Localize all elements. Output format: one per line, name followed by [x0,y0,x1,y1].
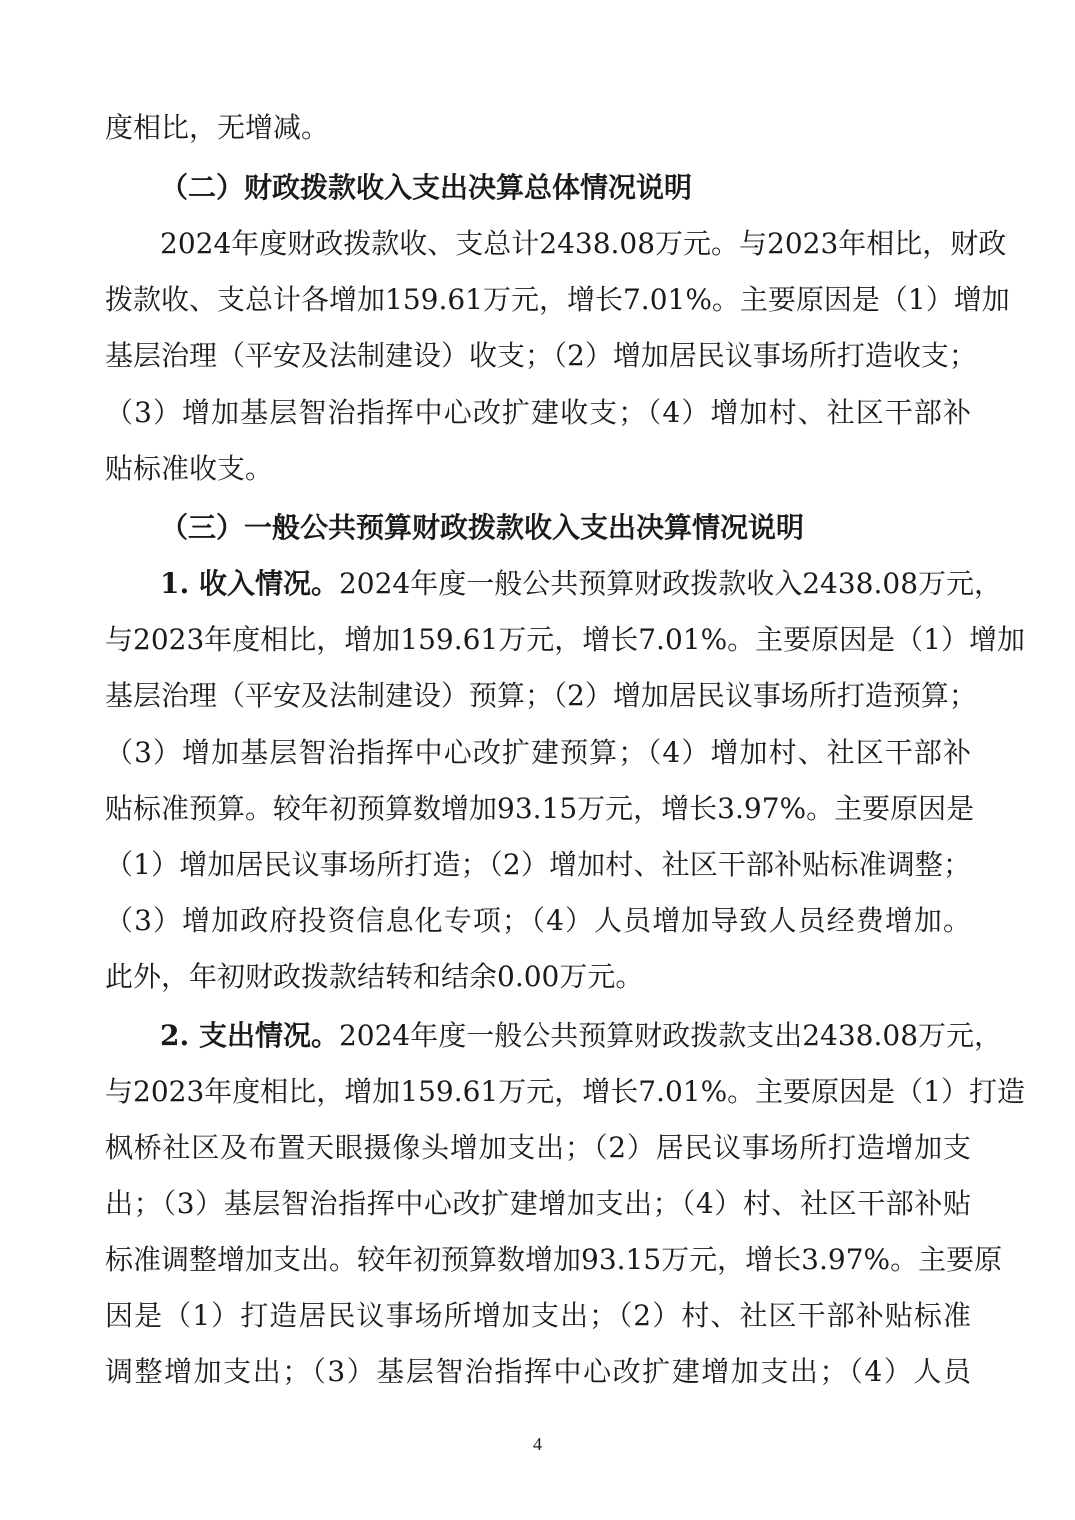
text-line: 与2023年度相比，增加159.61万元，增长7.01%。主要原因是（1）打造 [105,1075,1025,1108]
text-line: 与2023年度相比，增加159.61万元，增长7.01%。主要原因是（1）增加 [105,623,1025,656]
expense-heading: 2. 支出情况。 [160,1019,339,1052]
page-number: 4 [533,1434,542,1454]
text-line: （1）增加居民议事场所打造；（2）增加村、社区干部补贴标准调整； [105,848,971,881]
section-heading-3: （三）一般公共预算财政拨款收入支出决算情况说明 [160,511,805,544]
text-line: 枫桥社区及布置天眼摄像头增加支出；（2）居民议事场所打造增加支 [105,1131,971,1164]
text-line: 2024年度一般公共预算财政拨款收入2438.08万元， [338,567,1003,600]
text-line: 度相比，无增减。 [105,111,330,144]
section-heading-2: （二）财政拨款收入支出决算总体情况说明 [160,171,693,204]
text-line: 拨款收、支总计各增加159.61万元，增长7.01%。主要原因是（1）增加 [105,283,1010,316]
text-line: 标准调整增加支出。较年初预算数增加93.15万元，增长3.97%。主要原 [105,1243,1003,1276]
text-line: 因是（1）打造居民议事场所增加支出；（2）村、社区干部补贴标准 [105,1299,971,1332]
text-line: 此外，年初财政拨款结转和结余0.00万元。 [105,960,644,993]
text-line: 基层治理（平安及法制建设）收支；（2）增加居民议事场所打造收支； [105,339,977,372]
text-line: 调整增加支出；（3）基层智治指挥中心改扩建增加支出；（4）人员 [105,1355,971,1388]
text-line: 贴标准预算。较年初预算数增加93.15万元，增长3.97%。主要原因是 [105,792,975,825]
text-line: （3）增加基层智治指挥中心改扩建收支；（4）增加村、社区干部补 [105,396,971,429]
text-line: （3）增加基层智治指挥中心改扩建预算；（4）增加村、社区干部补 [105,736,971,769]
text-line: 出；（3）基层智治指挥中心改扩建增加支出；（4）村、社区干部补贴 [105,1187,971,1220]
paragraph-lead-line [160,1016,1003,1056]
text-line: 贴标准收支。 [105,452,274,485]
income-heading: 1. 收入情况。 [160,567,339,600]
text-line: 基层治理（平安及法制建设）预算；（2）增加居民议事场所打造预算； [105,679,977,712]
paragraph-lead-line [160,564,1003,604]
text-line: 2024年度一般公共预算财政拨款支出2438.08万元， [338,1019,1003,1052]
text-line: 2024年度财政拨款收、支总计2438.08万元。与2023年相比，财政 [160,227,1007,260]
text-line: （3）增加政府投资信息化专项；（4）人员增加导致人员经费增加。 [105,904,971,937]
